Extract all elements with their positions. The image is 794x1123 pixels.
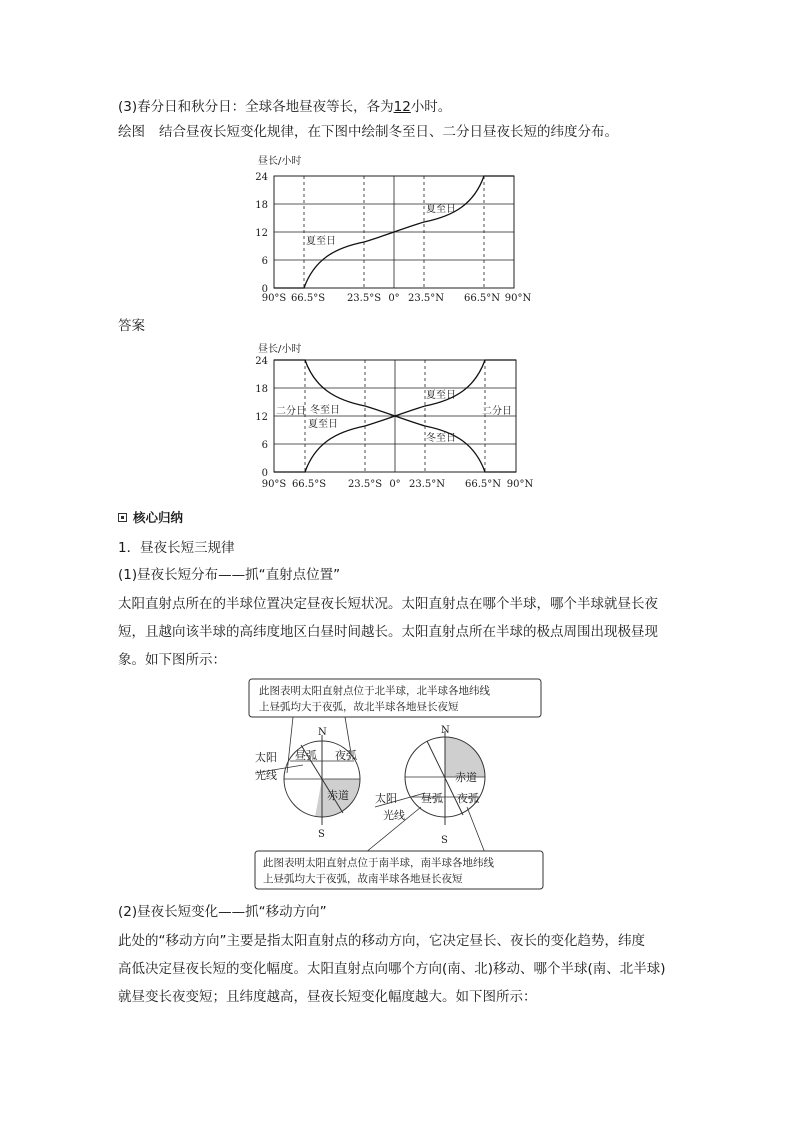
square-bullet-icon	[118, 513, 127, 522]
subheading-2: (2)昼夜长短变化——抓“移动方向”	[118, 904, 327, 920]
rule-title: 1．昼夜长短三规律	[118, 540, 235, 556]
callout-line	[345, 717, 351, 753]
north-label: N	[318, 727, 327, 738]
globe-diagram	[245, 675, 550, 895]
sun-ray-label: 太阳	[255, 751, 277, 764]
xtick-label: 23.5°S	[347, 479, 383, 490]
drawing-text: 结合昼夜长短变化规律，在下图中绘制冬至日、二分日昼夜长短的纬度分布。	[159, 124, 618, 140]
ytick-label: 24	[255, 356, 268, 367]
ytick-label: 0	[261, 468, 268, 479]
paragraph-2-line: 此处的“移动方向”主要是指太阳直射点的移动方向，它决定昼长、夜长的变化趋势，纬度	[118, 933, 645, 949]
day-arc-label: 昼弧	[421, 792, 443, 805]
ytick-label: 6	[261, 440, 268, 451]
equinox-label: 二分日	[276, 406, 306, 417]
callout-line	[467, 807, 485, 853]
south-label: S	[441, 835, 448, 846]
day-arc-label: 昼弧	[295, 749, 317, 762]
xtick-label: 0°	[389, 479, 401, 490]
daylength-chart-answer	[230, 338, 550, 493]
chart-ylabel: 昼长/小时	[258, 156, 302, 167]
ytick-label: 0	[261, 284, 268, 295]
core-summary-heading	[118, 508, 183, 526]
night-arc-label: 夜弧	[457, 792, 479, 805]
paragraph-1-line: 太阳直射点所在的半球位置决定昼夜长短状况。太阳直射点在哪个半球，哪个半球就昼长夜	[118, 596, 658, 612]
globe-southern-sun	[375, 725, 485, 846]
winter-label: 冬至日	[426, 433, 456, 444]
equinox-statement	[118, 97, 451, 117]
equator-label: 赤道	[327, 789, 349, 802]
south-label: S	[318, 829, 325, 840]
winter-label: 冬至日	[310, 405, 340, 416]
chart-ylabel: 昼长/小时	[258, 344, 302, 355]
equinox-label: 二分日	[482, 406, 512, 417]
xtick-label: 66.5°S	[291, 479, 327, 490]
xtick-label: 0°	[388, 293, 400, 304]
ytick-label: 24	[255, 172, 268, 183]
globe-northern-sun	[255, 727, 360, 840]
paragraph-2-line: 高低决定昼夜长短的变化幅度。太阳直射点向哪个方向(南、北)移动、哪个半球(南、北半球)	[118, 961, 666, 977]
equinox-hours-value: 12	[393, 99, 411, 115]
xtick-label: 23.5°N	[408, 479, 446, 490]
xtick-label: 90°S	[261, 293, 287, 304]
xtick-label: 66.5°S	[290, 293, 326, 304]
xtick-label: 23.5°N	[407, 293, 445, 304]
summer-label: 夏至日	[306, 236, 336, 247]
note-bottom-line: 上昼弧均大于夜弧，故南半球各地昼长夜短	[263, 873, 463, 885]
paragraph-2-line: 就昼变长夜变短；且纬度越高，昼夜长短变化幅度越大。如下图所示：	[118, 989, 537, 1005]
summer-label: 夏至日	[426, 390, 456, 401]
drawing-instruction	[118, 122, 618, 142]
ytick-label: 12	[255, 412, 268, 423]
sun-ray-label: 光线	[255, 769, 277, 782]
xtick-label: 90°N	[504, 293, 532, 304]
xtick-label: 66.5°N	[463, 293, 501, 304]
callout-line	[287, 717, 293, 773]
note-top-line: 此图表明太阳直射点位于北半球，北半球各地纬线	[259, 685, 490, 697]
north-label: N	[441, 725, 450, 736]
summer-label: 夏至日	[426, 204, 456, 215]
xtick-label: 90°N	[506, 479, 534, 490]
equator-label: 赤道	[455, 771, 477, 784]
equinox-text: (3)春分日和秋分日：全球各地昼夜等长，各为	[118, 99, 394, 115]
ytick-label: 18	[255, 200, 268, 211]
core-summary-text: 核心归纳	[133, 510, 184, 525]
sun-ray-label: 太阳	[375, 792, 397, 805]
ytick-label: 6	[261, 256, 268, 267]
subheading-1: (1)昼夜长短分布——抓“直射点位置”	[118, 567, 341, 583]
ytick-label: 12	[255, 228, 268, 239]
xtick-label: 66.5°N	[464, 479, 502, 490]
summer-label: 夏至日	[308, 419, 338, 430]
daylength-chart-question	[230, 150, 550, 305]
ytick-label: 18	[255, 384, 268, 395]
note-top-line: 上昼弧均大于夜弧，故北半球各地昼长夜短	[259, 701, 459, 713]
night-arc-label: 夜弧	[335, 749, 357, 762]
paragraph-1-line: 短，且越向该半球的高纬度地区白昼时间越长。太阳直射点所在半球的极点周围出现极昼现	[118, 624, 658, 640]
xtick-label: 23.5°S	[346, 293, 382, 304]
xtick-label: 90°S	[261, 479, 287, 490]
equinox-suffix: 小时。	[410, 99, 452, 115]
note-bottom-line: 此图表明太阳直射点位于南半球，南半球各地纬线	[263, 857, 494, 869]
drawing-label: 绘图	[118, 124, 145, 140]
sun-ray-label: 光线	[383, 809, 405, 822]
paragraph-1-line: 象。如下图所示：	[118, 652, 226, 668]
answer-label: 答案	[118, 318, 145, 334]
